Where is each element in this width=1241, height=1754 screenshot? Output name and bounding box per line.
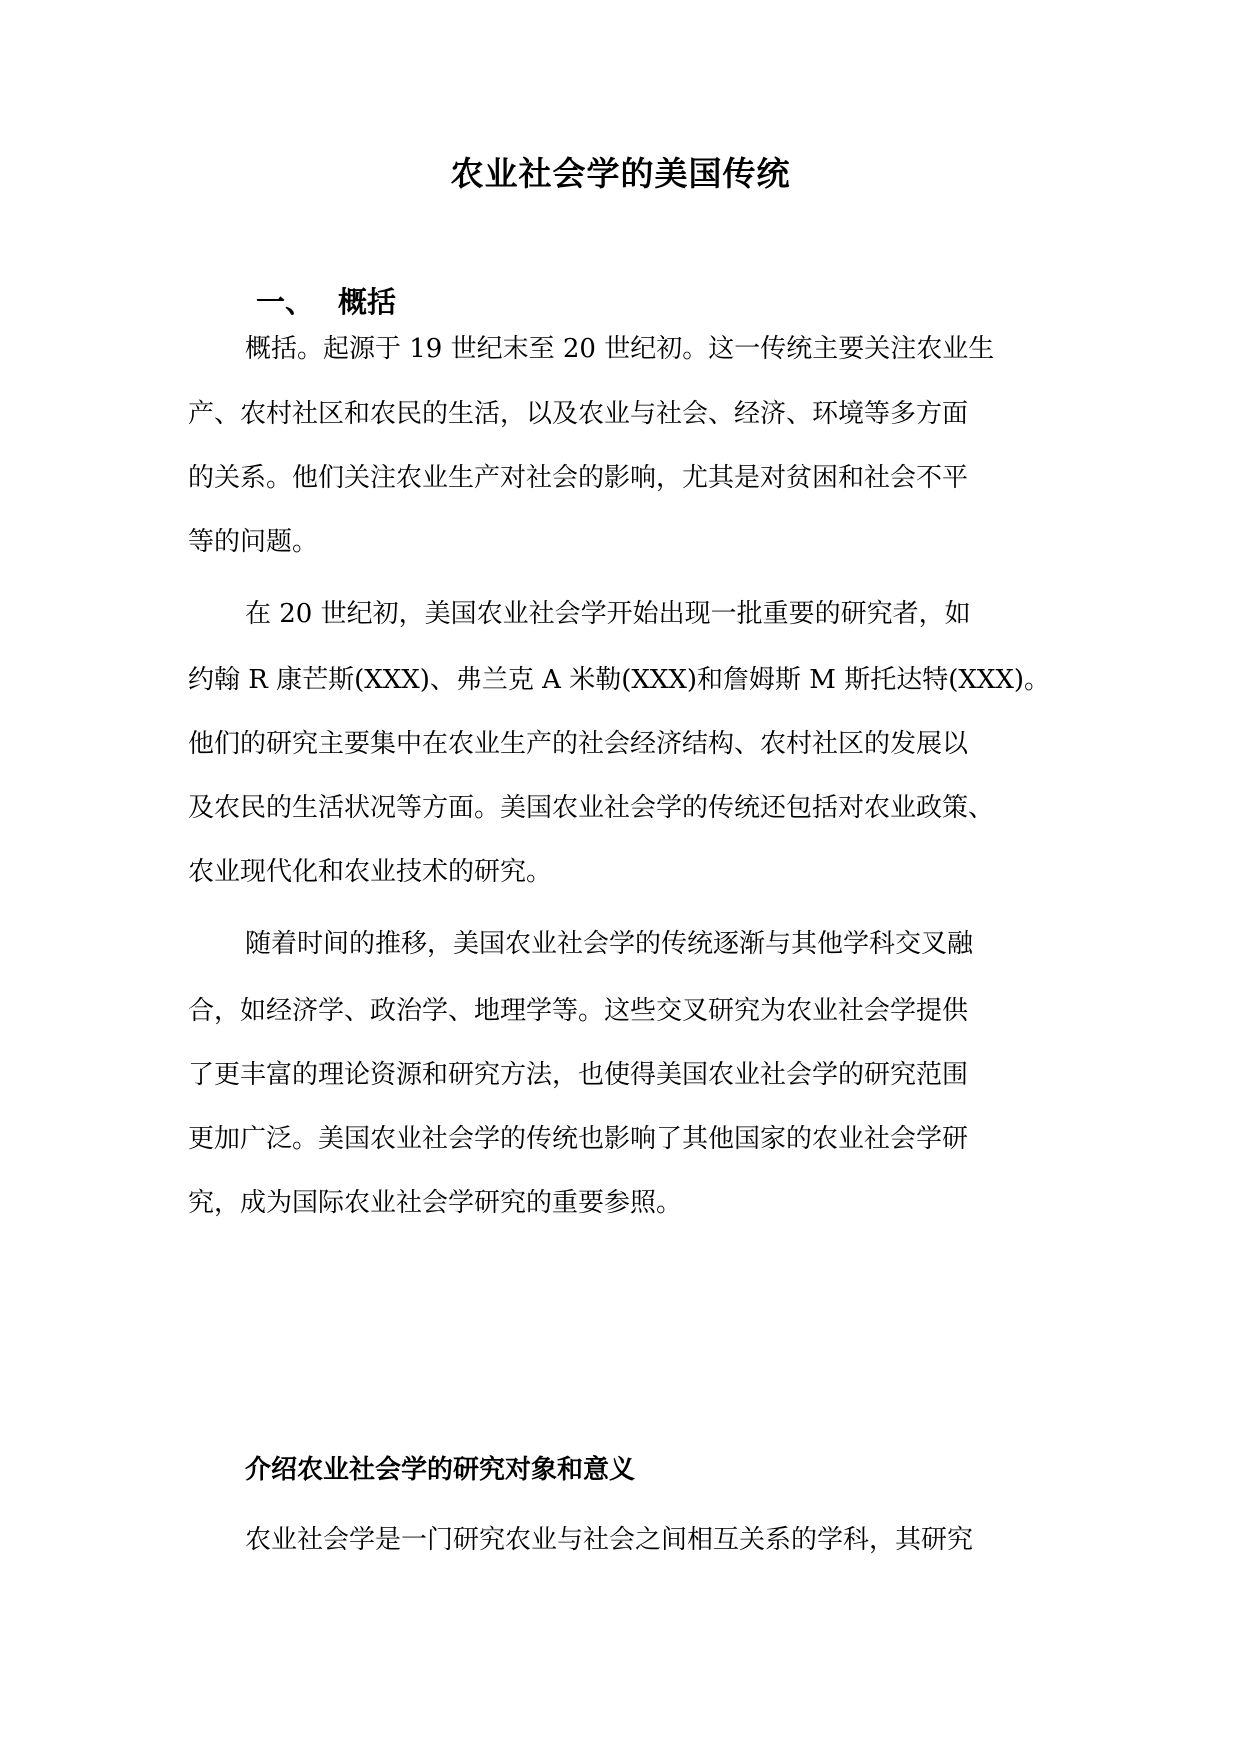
paragraph-line: 究，成为国际农业社会学研究的重要参照。 [188, 1188, 683, 1218]
subheading: 介绍农业社会学的研究对象和意义 [245, 1455, 636, 1485]
paragraph-line: 等的问题。 [188, 527, 319, 557]
paragraph-line: 了更丰富的理论资源和研究方法，也使得美国农业社会学的研究范围 [188, 1060, 969, 1090]
paragraph-line: 随着时间的推移，美国农业社会学的传统逐渐与其他学科交叉融 [245, 929, 974, 959]
section-heading [256, 282, 396, 322]
paragraph-line: 农业现代化和农业技术的研究。 [188, 857, 553, 887]
paragraph-line: 的关系。他们关注农业生产对社会的影响，尤其是对贫困和社会不平 [188, 463, 969, 493]
paragraph-line: 农业社会学是一门研究农业与社会之间相互关系的学科，其研究 [245, 1525, 974, 1555]
paragraph-line: 他们的研究主要集中在农业生产的社会经济结构、农村社区的发展以 [188, 729, 969, 759]
document-title: 农业社会学的美国传统 [450, 154, 791, 193]
paragraph-line: 在 20 世纪初，美国农业社会学开始出现一批重要的研究者，如 [245, 599, 971, 629]
paragraph-line: 及农民的生活状况等方面。美国农业社会学的传统还包括对农业政策、 [188, 793, 995, 823]
paragraph-line: 概括。起源于 19 世纪末至 20 世纪初。这一传统主要关注农业生 [245, 334, 995, 364]
paragraph-line: 约翰 R 康芒斯(XXX)、弗兰克 A 米勒(XXX)和詹姆斯 M 斯托达特(XXX)。 [188, 665, 1051, 695]
paragraph-line: 产、农村社区和农民的生活，以及农业与社会、经济、环境等多方面 [188, 399, 969, 429]
paragraph-line: 更加广泛。美国农业社会学的传统也影响了其他国家的农业社会学研 [188, 1124, 969, 1154]
section-heading-text: 概括 [338, 285, 397, 319]
paragraph-line: 合，如经济学、政治学、地理学等。这些交叉研究为农业社会学提供 [188, 996, 969, 1026]
section-number: 一、 [256, 285, 315, 319]
